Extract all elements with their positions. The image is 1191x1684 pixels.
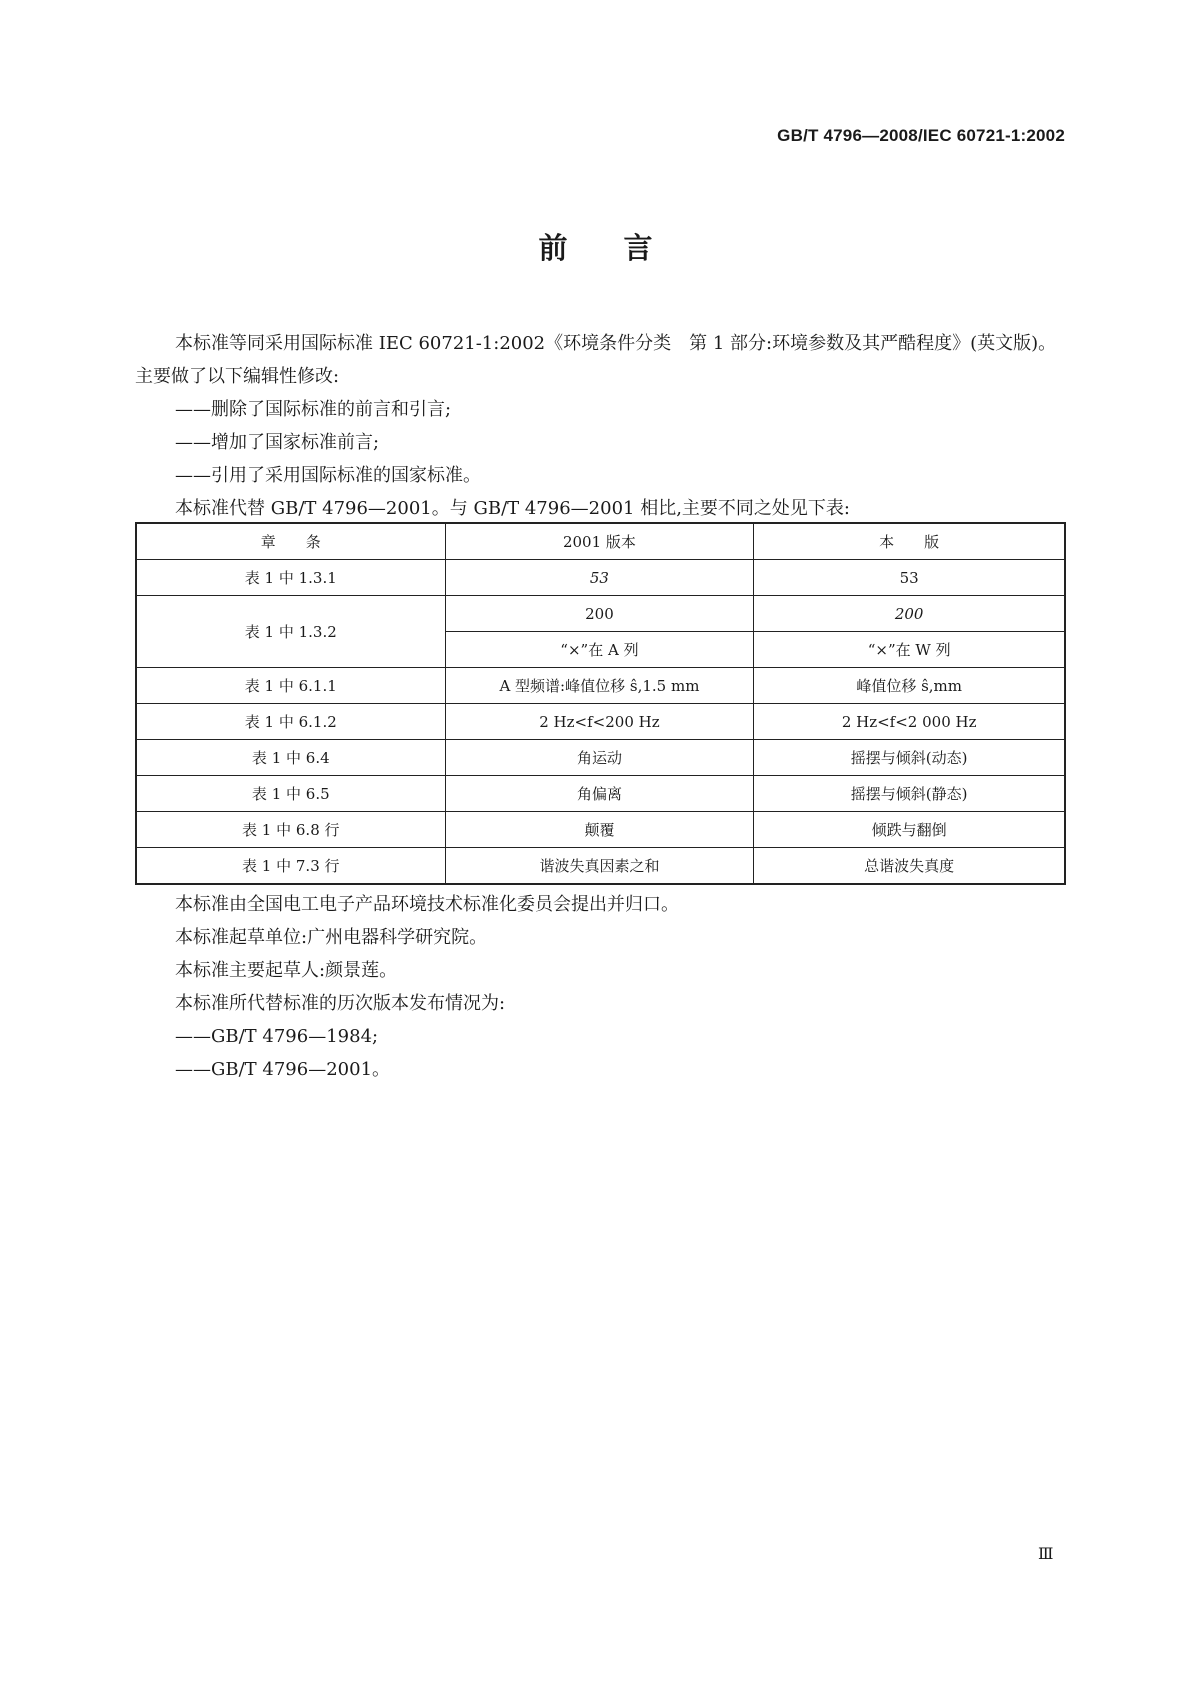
cell-new: 摇摆与倾斜(静态) — [754, 776, 1065, 812]
cell-new: 摇摆与倾斜(动态) — [754, 740, 1065, 776]
modification-item: ——增加了国家标准前言; — [175, 432, 380, 453]
cell-old: A 型频谱:峰值位移 ŝ,1.5 mm — [445, 668, 754, 704]
header-clause: 章 条 — [136, 523, 445, 560]
cell-old: 200 — [445, 596, 754, 632]
cell-new: “×”在 W 列 — [754, 632, 1065, 668]
cell-new: 总谐波失真度 — [754, 848, 1065, 885]
cell-clause: 表 1 中 6.4 — [136, 740, 445, 776]
table-row — [136, 596, 1065, 632]
drafting-unit-paragraph: 本标准起草单位:广州电器科学研究院。 — [175, 927, 488, 948]
intro-paragraph: 本标准等同采用国际标准 IEC 60721-1:2002《环境条件分类 第 1 部分:环境参数及其严酷程度》(英文版)。主要做了以下编辑性修改: — [135, 333, 1057, 387]
cell-clause: 表 1 中 7.3 行 — [136, 848, 445, 885]
header-new-version: 本 版 — [754, 523, 1065, 560]
comparison-table — [135, 522, 1066, 885]
cell-old: 53 — [445, 560, 754, 596]
cell-new: 倾跌与翻倒 — [754, 812, 1065, 848]
cell-old: 颠覆 — [445, 812, 754, 848]
intro-section — [135, 327, 1065, 525]
cell-clause: 表 1 中 1.3.2 — [136, 596, 445, 668]
cell-new: 2 Hz<f<2 000 Hz — [754, 704, 1065, 740]
cell-new: 53 — [754, 560, 1065, 596]
table-row — [136, 848, 1065, 885]
cell-old: 角运动 — [445, 740, 754, 776]
page-number: Ⅲ — [1038, 1544, 1054, 1563]
drafter-paragraph: 本标准主要起草人:颜景莲。 — [175, 960, 398, 981]
cell-old: 谐波失真因素之和 — [445, 848, 754, 885]
header-old-version: 2001 版本 — [445, 523, 754, 560]
cell-clause: 表 1 中 6.5 — [136, 776, 445, 812]
cell-old: 2 Hz<f<200 Hz — [445, 704, 754, 740]
history-item: ——GB/T 4796—1984; — [175, 1026, 379, 1047]
table-row — [136, 776, 1065, 812]
cell-clause: 表 1 中 6.8 行 — [136, 812, 445, 848]
after-table-section — [135, 888, 1065, 1086]
proposer-paragraph: 本标准由全国电工电子产品环境技术标准化委员会提出并归口。 — [175, 894, 679, 915]
cell-new: 峰值位移 ŝ,mm — [754, 668, 1065, 704]
standard-code: GB/T 4796—2008/IEC 60721-1:2002 — [777, 126, 1065, 145]
modification-item: ——引用了采用国际标准的国家标准。 — [175, 465, 481, 486]
history-intro-paragraph: 本标准所代替标准的历次版本发布情况为: — [175, 993, 506, 1014]
modification-item: ——删除了国际标准的前言和引言; — [175, 399, 452, 420]
cell-old: “×”在 A 列 — [445, 632, 754, 668]
table-row — [136, 740, 1065, 776]
table-row — [136, 668, 1065, 704]
history-item: ——GB/T 4796—2001。 — [175, 1059, 391, 1080]
replacement-paragraph: 本标准代替 GB/T 4796—2001。与 GB/T 4796—2001 相比,主要不同之处见下表: — [175, 498, 850, 519]
cell-clause: 表 1 中 1.3.1 — [136, 560, 445, 596]
table-header-row — [136, 523, 1065, 560]
cell-new: 200 — [754, 596, 1065, 632]
table-row — [136, 704, 1065, 740]
table-row — [136, 560, 1065, 596]
page-title: 前言 — [538, 231, 709, 265]
cell-clause: 表 1 中 6.1.1 — [136, 668, 445, 704]
cell-old: 角偏离 — [445, 776, 754, 812]
cell-clause: 表 1 中 6.1.2 — [136, 704, 445, 740]
table-row — [136, 812, 1065, 848]
